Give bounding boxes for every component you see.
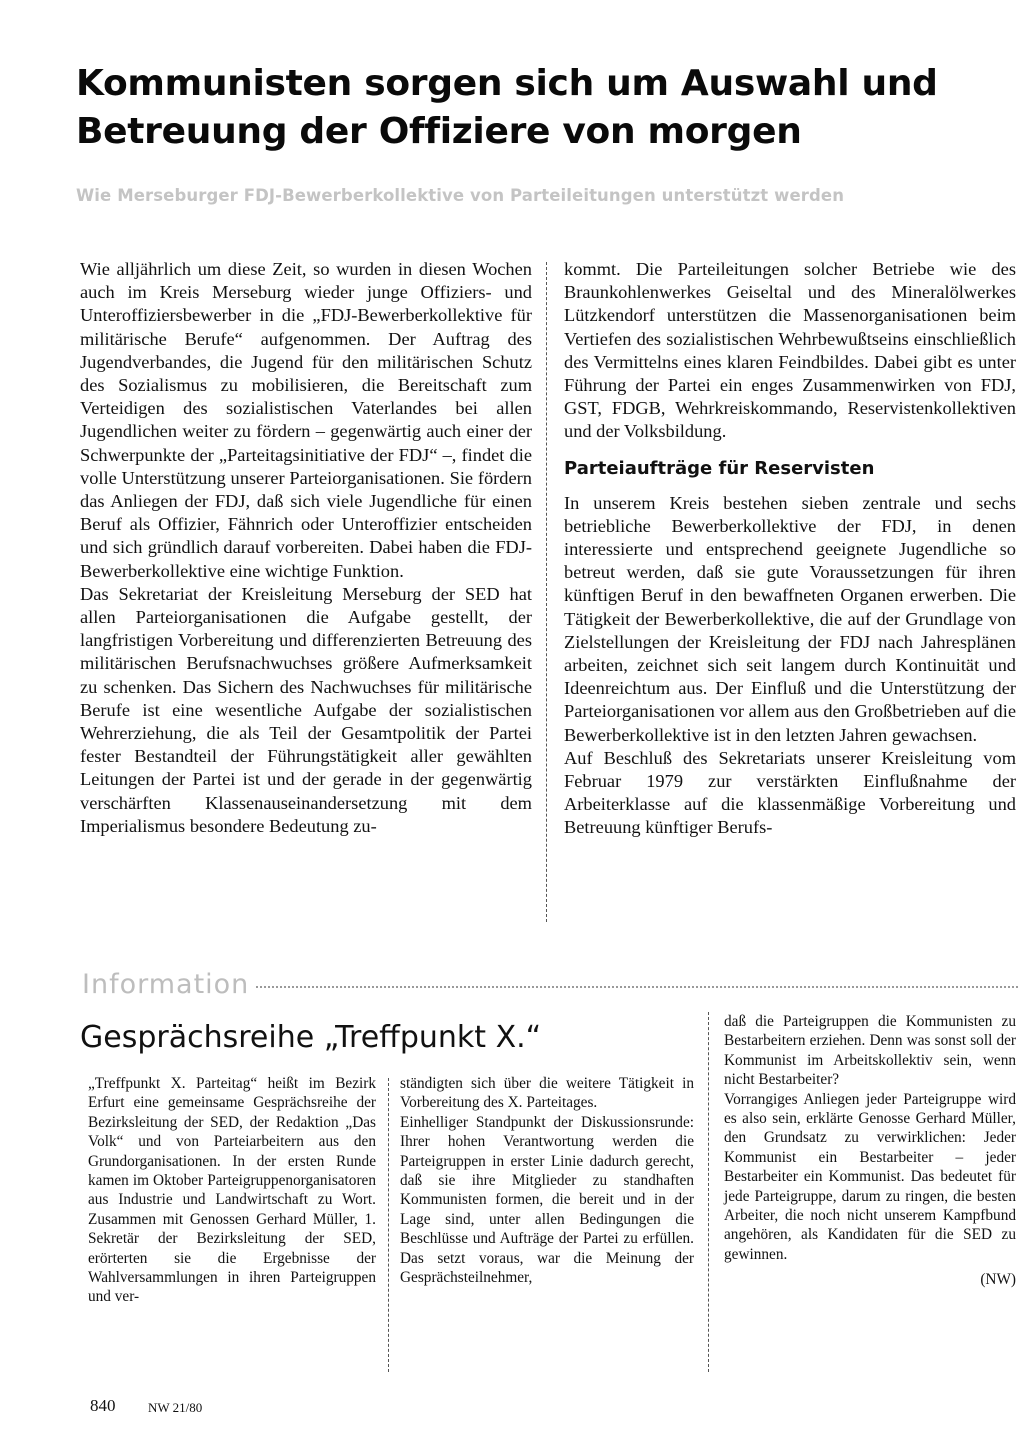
article-paragraph: In unserem Kreis bestehen sieben zentrale und sechs betriebliche Bewerberkollektive der FDJ, in denen interessierte und entsprechend geeignete Jugendliche so betreut werden, daß sie gute Voraussetzungen für ihren künftigen Beruf in den bewaffneten Organen erwerben. Die Tätigkeit der Bewerberkollektive, die auf der Grundlage von Zielstellungen der Kreisleitung der FDJ nach Jahresplänen arbeiten, zeichnet sich seit langem durch Kontinuität und Ideenreichtum aus. Der Einfluß und die Unterstützung der Parteiorganisationen vor allem aus den Großbetrieben auf die Bewerberkollektive ist in den letzten Jahren gewachsen. [564,492,1016,745]
article-column-2 [564,258,1016,840]
article-paragraph: Auf Beschluß des Sekretariats unserer Kreisleitung vom Februar 1979 zur verstärkten Einflußnahme der Arbeiterklasse auf die klassenmäßige Vorbereitung und Betreuung künftiger Berufs- [564,747,1016,838]
info-box-title: Gesprächsreihe „Treffpunkt X.“ [80,1020,542,1055]
article-headline: Kommunisten sorgen sich um Auswahl und Betreuung der Offiziere von morgen [76,63,938,152]
info-paragraph: Einhelliger Standpunkt der Diskussionsrunde: Ihrer hohen Verantwortung werden die Parteigruppen in erster Linie dadurch gerecht, daß sie ihre Mitglieder zu standhaften Kommunisten formen, die bereit und in der Lage sind, unter allen Bedingungen die Beschlüsse und Aufträge der Partei zu erfüllen. Das setzt voraus, war die Meinung der Gesprächsteilnehmer, [400,1113,694,1287]
article-subtitle: Wie Merseburger FDJ-Bewerberkollektive von Parteileitungen unterstützt werden [76,186,845,205]
info-column-3 [724,1012,1016,1290]
info-box-rule [256,986,1018,988]
article-column-1 [80,258,532,838]
info-signature: (NW) [980,1271,1016,1289]
info-paragraph: daß die Parteigruppen die Kommunisten zu Bestarbeitern erziehen. Denn was sonst soll der Kommunist im Arbeitskollektiv sein, wenn nicht Bestarbeiter? [724,1013,1016,1089]
article-paragraph: Das Sekretariat der Kreisleitung Merseburg der SED hat allen Parteiorganisationen die Aufgabe gestellt, der langfristigen Vorbereitung und differenzierten Betreuung des militärischen Berufsnachwuchses größere Aufmerksamkeit zu schenken. Das Sichern des Nachwuchses für militärische Berufe ist eine wesentliche Aufgabe der sozialistischen Wehrerziehung, die als Teil der Gesamtpolitik der Partei fester Bestandteil der Führungstätigkeit aller gewählten Leitungen der Partei ist und der gerade in der gegenwärtig verschärften Klassenauseinandersetzung mit dem Imperialismus besondere Bedeutung zu- [80,583,532,836]
info-paragraph: ständigten sich über die weitere Tätigkeit in Vorbereitung des X. Parteitages. [400,1075,694,1112]
column-divider [546,262,547,922]
column-divider [708,1012,709,1372]
article-paragraph: kommt. Die Parteileitungen solcher Betriebe wie des Braunkohlenwerkes Geiseltal und des Mineralölwerkes Lützkendorf unterstützen die Massenorganisationen beim Vertiefen des sozialistischen Wehrbewußtseins einschließlich des Vermittelns eines klaren Feindbildes. Dabei gibt es unter Führung der Partei ein enges Zusammenwirken von FDJ, GST, FDGB, Wehrkreiskommando, Reservistenkollektiven und der Volksbildung. [564,259,1016,442]
column-divider [388,1078,389,1372]
info-paragraph: „Treffpunkt X. Parteitag“ heißt im Bezirk Erfurt eine gemeinsame Gesprächsreihe der Bezirksleitung der SED, der Redaktion „Das Volk“ und von Parteiarbeitern aus den Grundorganisationen. In der ersten Runde kamen im Oktober Parteigruppenorganisatoren aus Industrie und Landwirtschaft zu Wort. Zusammen mit Genossen Gerhard Müller, 1. Sekretär der Bezirksleitung der SED, erörterten sie die Ergebnisse der Wahlversammlungen in ihren Parteigruppen und ver- [88,1075,376,1306]
info-column-2 [400,1074,694,1287]
article-paragraph: Wie alljährlich um diese Zeit, so wurden in diesen Wochen auch im Kreis Merseburg wieder junge Offiziers- und Unteroffiziersbewerber in die „FDJ-Bewerberkollektive für militärische Berufe“ aufgenommen. Der Auftrag des Jugendverbandes, die Jugend für den militärischen Schutz des Sozialismus zu mobilisieren, die Bereitschaft zum Verteidigen des sozialistischen Vaterlandes bei allen Jugendlichen weiter zu fördern – gegenwärtig auch einer der Schwerpunkte der „Parteitagsinitiative der FDJ“ –, findet die volle Unterstützung unserer Parteiorganisationen. Sie fördern das Anliegen der FDJ, daß sich viele Jugendliche für einen Beruf als Offizier, Fähnrich oder Unteroffizier entscheiden und sich gründlich darauf vorbereiten. Dabei haben die FDJ-Bewerberkollektive eine wichtige Funktion. [80,259,532,581]
info-column-1 [88,1074,376,1307]
info-paragraph: Vorrangiges Anliegen jeder Parteigruppe wird es also sein, erklärte Genosse Gerhard Müller, den Grundsatz zu verwirklichen: Jeder Kommunist ein Bestarbeiter – jeder Bestarbeiter ein Kommunist. Das bedeutet für jede Parteigruppe, darum zu ringen, die besten Arbeiter, die noch nicht unserem Kampfbund angehören, als Kandidaten für die SED zu gewinnen. [724,1090,1016,1263]
page-number: 840 [90,1396,116,1415]
issue-label: NW 21/80 [148,1400,203,1415]
info-box-label: Information [82,969,250,1000]
article-subheading: Parteiaufträge für Reservisten [564,457,875,479]
